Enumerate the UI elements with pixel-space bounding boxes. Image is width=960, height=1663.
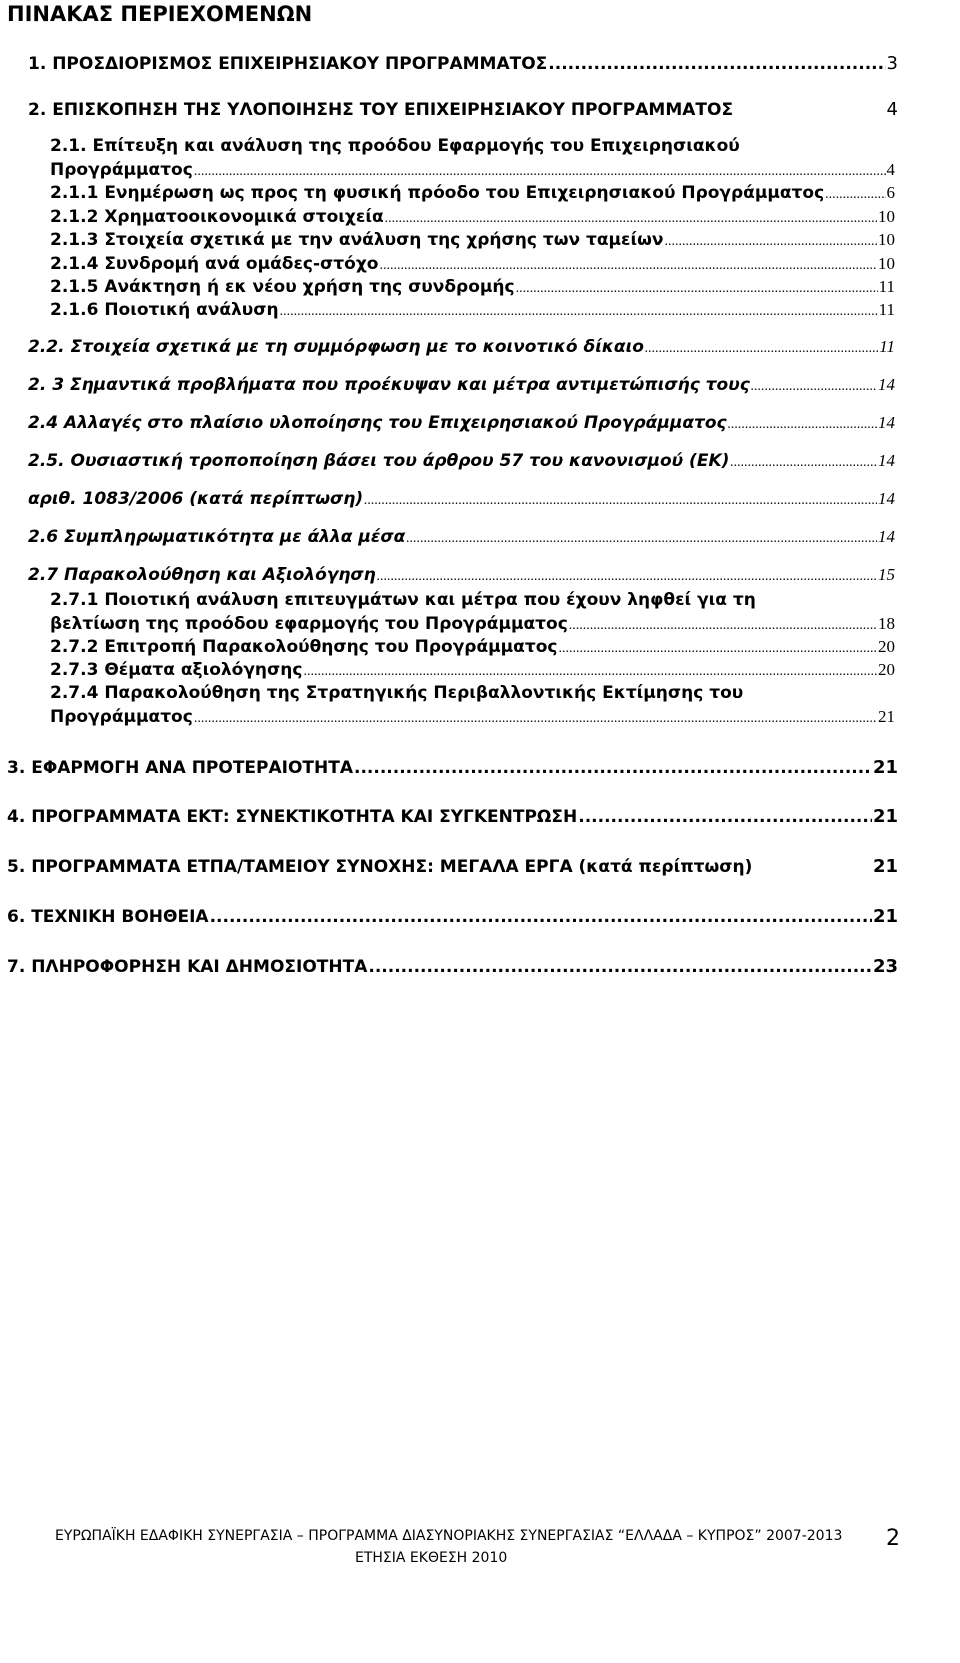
page-ref: 18 xyxy=(878,614,895,633)
page-ref: 14 xyxy=(878,527,895,546)
toc-entry-2-1[interactable]: 2.1. Επίτευξη και ανάλυση της προόδου Εφαρμογής του Επιχειρησιακού xyxy=(50,136,740,156)
page-ref: 21 xyxy=(872,906,898,927)
page-ref: 4 xyxy=(886,160,895,179)
toc-entry-2-7-4-cont[interactable]: Προγράμματος ..... 21 xyxy=(50,707,895,733)
toc-entry-2-5-cont[interactable]: αριθ. 1083/2006 (κατά περίπτωση) ..... 14 xyxy=(28,489,895,515)
toc-entry-2-1-6[interactable]: 2.1.6 Ποιοτική ανάλυση ..... 11 xyxy=(50,300,895,326)
toc-entry-2-1-4[interactable]: 2.1.4 Συνδρομή ανά ομάδες-στόχο ..... 10 xyxy=(50,254,895,280)
toc-entry-2-7-1-cont[interactable]: βελτίωση της προόδου εφαρμογής του Προγράμματος ..... 18 xyxy=(50,614,895,640)
toc-entry-6[interactable]: 6. ΤΕΧΝΙΚΗ ΒΟΗΘΕΙΑ ..... 21 xyxy=(7,906,898,932)
toc-entry-2-1-3[interactable]: 2.1.3 Στοιχεία σχετικά με την ανάλυση της χρήσης των ταμείων ..... 10 xyxy=(50,230,895,256)
page-number: 2 xyxy=(886,1526,900,1551)
page-ref: 21 xyxy=(872,757,898,778)
toc-entry-2-7[interactable]: 2.7 Παρακολούθηση και Αξιολόγηση ..... 15 xyxy=(28,565,895,591)
toc-entry-2-1-cont[interactable]: Προγράμματος ..... 4 xyxy=(50,160,895,186)
page-ref: 20 xyxy=(878,660,895,679)
page-ref: 6 xyxy=(886,183,895,202)
toc-entry-2-7-3[interactable]: 2.7.3 Θέματα αξιολόγησης ..... 20 xyxy=(50,660,895,686)
toc-entry-2-7-4[interactable]: 2.7.4 Παρακολούθηση της Στρατηγικής Περιβαλλοντικής Εκτίμησης του xyxy=(50,683,744,703)
toc-entry-2-1-5[interactable]: 2.1.5 Ανάκτηση ή εκ νέου χρήση της συνδρομής ..... 11 xyxy=(50,277,895,303)
page-ref: 23 xyxy=(872,956,898,977)
toc-entry-1[interactable]: 1. ΠΡΟΣΔΙΟΡΙΣΜΟΣ ΕΠΙΧΕΙΡΗΣΙΑΚΟΥ ΠΡΟΓΡΑΜΜΑΤΟΣ ..... 3 xyxy=(28,53,898,79)
toc-entry-2-6[interactable]: 2.6 Συμπληρωματικότητα με άλλα μέσα ..... 14 xyxy=(28,527,895,553)
toc-entry-2-1-1[interactable]: 2.1.1 Ενημέρωση ως προς τη φυσική πρόοδο του Επιχειρησιακού Προγράμματος ..... 6 xyxy=(50,183,895,209)
page-ref: 4 xyxy=(886,99,898,120)
page-ref: 21 xyxy=(872,856,898,877)
toc-entry-5[interactable]: 5. ΠΡΟΓΡΑΜΜΑΤΑ ΕΤΠΑ/ΤΑΜΕΙΟΥ ΣΥΝΟΧΗΣ: ΜΕΓΑΛΑ ΕΡΓΑ (κατά περίπτωση) 21 xyxy=(7,856,898,877)
page-ref: 15 xyxy=(878,565,895,584)
toc-entry-2[interactable]: 2. ΕΠΙΣΚΟΠΗΣΗ ΤΗΣ ΥΛΟΠΟΙΗΣΗΣ ΤΟΥ ΕΠΙΧΕΙΡΗΣΙΑΚΟΥ ΠΡΟΓΡΑΜΜΑΤΟΣ 4 xyxy=(28,99,898,120)
toc-entry-2-7-2[interactable]: 2.7.2 Επιτροπή Παρακολούθησης του Προγράμματος ..... 20 xyxy=(50,637,895,663)
page-ref: 11 xyxy=(878,300,895,319)
page-ref: 14 xyxy=(878,375,895,394)
page-ref: 11 xyxy=(879,337,895,356)
page-ref: 14 xyxy=(878,413,895,432)
footer-report-title: ΕΤΗΣΙΑ ΕΚΘΕΣΗ 2010 xyxy=(355,1550,508,1566)
toc-entry-4[interactable]: 4. ΠΡΟΓΡΑΜΜΑΤΑ ΕΚΤ: ΣΥΝΕΚΤΙΚΟΤΗΤΑ ΚΑΙ ΣΥΓΚΕΝΤΡΩΣΗ ..... 21 xyxy=(7,806,898,832)
toc-entry-2-3[interactable]: 2. 3 Σημαντικά προβλήματα που προέκυψαν και μέτρα αντιμετώπισής τους ..... 14 xyxy=(28,375,895,401)
toc-entry-2-1-2[interactable]: 2.1.2 Χρηματοοικονομικά στοιχεία ..... 10 xyxy=(50,207,895,233)
toc-entry-2-7-1[interactable]: 2.7.1 Ποιοτική ανάλυση επιτευγμάτων και μέτρα που έχουν ληφθεί για τη xyxy=(50,590,756,610)
toc-entry-7[interactable]: 7. ΠΛΗΡΟΦΟΡΗΣΗ ΚΑΙ ΔΗΜΟΣΙΟΤΗΤΑ ..... 23 xyxy=(7,956,898,982)
page-ref: 14 xyxy=(878,489,895,508)
toc-entry-2-2[interactable]: 2.2. Στοιχεία σχετικά με τη συμμόρφωση με το κοινοτικό δίκαιο ..... 11 xyxy=(28,337,895,363)
page-ref: 10 xyxy=(878,254,895,273)
toc-entry-3[interactable]: 3. ΕΦΑΡΜΟΓΗ ΑΝΑ ΠΡΟΤΕΡΑΙΟΤΗΤΑ ..... 21 xyxy=(7,757,898,783)
page-ref: 3 xyxy=(886,53,898,74)
page-ref: 11 xyxy=(878,277,895,296)
page-ref: 21 xyxy=(872,806,898,827)
page-ref: 14 xyxy=(878,451,895,470)
page-ref: 10 xyxy=(878,230,895,249)
toc-title: ΠΙΝΑΚΑΣ ΠΕΡΙΕΧΟΜΕΝΩΝ xyxy=(7,2,313,26)
page-ref: 20 xyxy=(878,637,895,656)
toc-entry-2-4[interactable]: 2.4 Αλλαγές στο πλαίσιο υλοποίησης του Επιχειρησιακού Προγράμματος ..... 14 xyxy=(28,413,895,439)
page-ref: 21 xyxy=(878,707,895,726)
toc-entry-2-5[interactable]: 2.5. Ουσιαστική τροποποίηση βάσει του άρθρου 57 του κανονισμού (ΕΚ) ..... 14 xyxy=(28,451,895,477)
page-ref: 10 xyxy=(878,207,895,226)
footer-program-title: ΕΥΡΩΠΑΪΚΗ ΕΔΑΦΙΚΗ ΣΥΝΕΡΓΑΣΙΑ – ΠΡΟΓΡΑΜΜΑ ΔΙΑΣΥΝΟΡΙΑΚΗΣ ΣΥΝΕΡΓΑΣΙΑΣ “ΕΛΛΑΔΑ – ΚΥΠΡΟΣ” 2007-2013 xyxy=(55,1528,843,1544)
